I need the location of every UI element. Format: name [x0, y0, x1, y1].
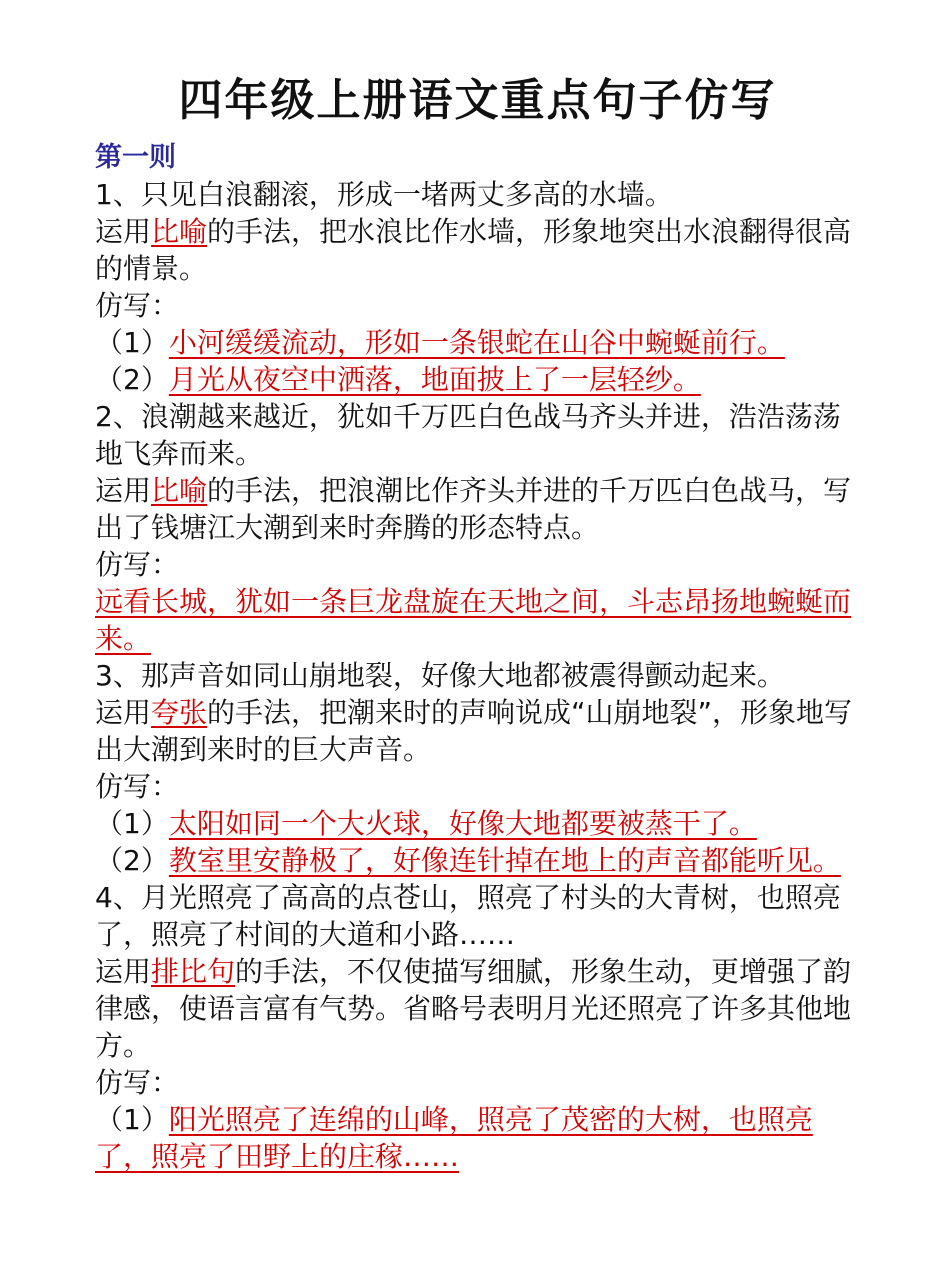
analysis-text: 运用夸张的手法，把潮来时的声响说成“山崩地裂”，形象地写出大潮到来时的巨大声音。	[95, 696, 853, 766]
analysis-text: 运用比喻的手法，把浪潮比作齐头并进的千万匹白色战马，写出了钱塘江大潮到来时奔腾的形态特点。	[95, 474, 852, 544]
technique-term: 比喻	[151, 474, 208, 507]
section-label: 第一则	[95, 142, 176, 173]
technique-term: 排比句	[151, 955, 236, 988]
imitate-label: 仿写：	[95, 289, 180, 322]
analysis-text: 运用比喻的手法，把水浪比作水墙，形象地突出水浪翻得很高的情景。	[95, 215, 852, 285]
answer-text: 阳光照亮了连绵的山峰，照亮了茂密的大树，也照亮了，照亮了田野上的庄稼……	[95, 1103, 813, 1173]
answer-text: 太阳如同一个大火球，好像大地都要被蒸干了。	[168, 807, 757, 840]
answer-text: 小河缓缓流动，形如一条银蛇在山谷中蜿蜒前行。	[168, 326, 785, 359]
exercise-item-4	[95, 879, 860, 1175]
exercise-item-2	[95, 398, 860, 657]
answer-number: （2）	[95, 844, 169, 877]
answer-line	[95, 361, 860, 398]
technique-term: 比喻	[151, 215, 208, 248]
technique-term: 夸张	[151, 696, 208, 729]
answer-number: （1）	[95, 326, 169, 359]
example-sentence: 1、只见白浪翻滚，形成一堵两丈多高的水墙。	[95, 178, 673, 211]
exercise-item-3	[95, 657, 860, 879]
page-title: 四年级上册语文重点句子仿写	[178, 75, 777, 126]
answer-line	[95, 842, 860, 879]
example-sentence: 2、浪潮越来越近，犹如千万匹白色战马齐头并进，浩浩荡荡地飞奔而来。	[95, 400, 841, 470]
example-sentence: 3、那声音如同山崩地裂，好像大地都被震得颤动起来。	[95, 659, 785, 692]
imitate-label: 仿写：	[95, 770, 180, 803]
example-sentence: 4、月光照亮了高高的点苍山，照亮了村头的大青树，也照亮了，照亮了村间的大道和小路……	[95, 881, 841, 951]
answer-text: 远看长城，犹如一条巨龙盘旋在天地之间，斗志昂扬地蜿蜒而来。	[95, 585, 852, 655]
answer-number: （2）	[95, 363, 169, 396]
answer-text: 月光从夜空中洒落，地面披上了一层轻纱。	[168, 363, 701, 396]
answer-number: （1）	[95, 807, 169, 840]
answer-text: 教室里安静极了，好像连针掉在地上的声音都能听见。	[168, 844, 841, 877]
analysis-text: 运用排比句的手法，不仅使描写细腻，形象生动，更增强了韵律感，使语言富有气势。省略号表明月光还照亮了许多其他地方。	[95, 955, 852, 1062]
answer-line	[95, 583, 860, 657]
exercise-item-1	[95, 176, 860, 398]
answer-line	[95, 324, 860, 361]
answer-line	[95, 805, 860, 842]
answer-number: （1）	[95, 1103, 169, 1136]
imitate-label: 仿写：	[95, 1066, 180, 1099]
answer-line	[95, 1101, 860, 1175]
imitate-label: 仿写：	[95, 548, 180, 581]
